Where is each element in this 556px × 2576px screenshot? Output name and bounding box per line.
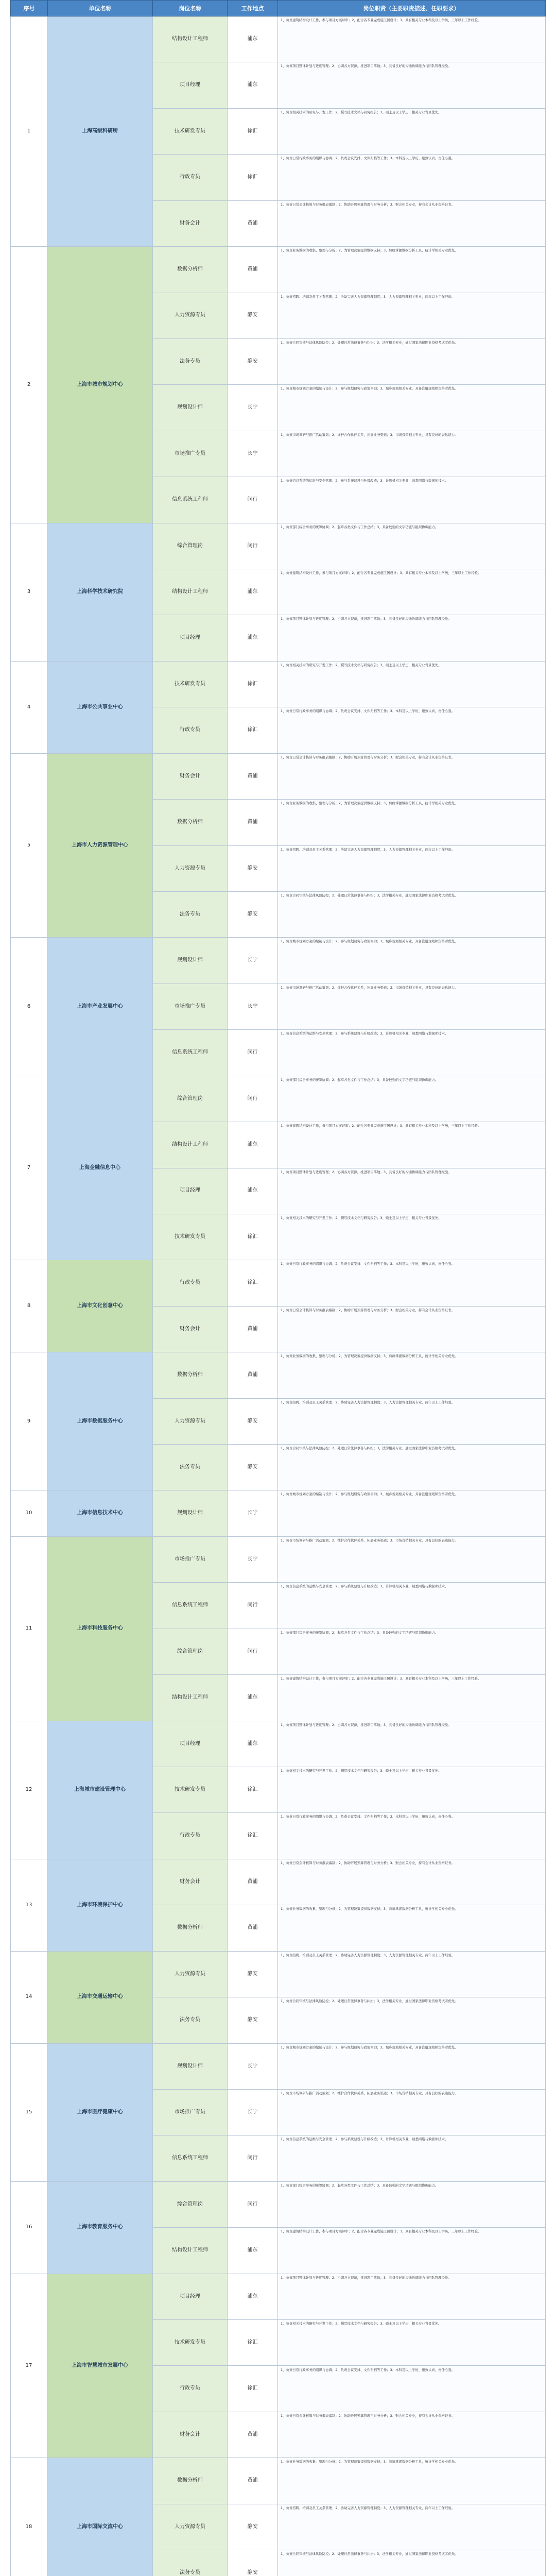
job-name: 项目经理 [153,2274,228,2320]
job-requirements: 1、负责招聘、培训及员工关系管理；2、协助完善人力资源管理制度；3、人力资源管理相关专业，两年以上工作经验。 [278,1952,546,1997]
job-requirements: 1、负责市场调研与推广活动策划；2、维护合作伙伴关系，拓展业务渠道；3、市场营销相关专业，具有良好的表达能力。 [278,2090,546,2136]
job-requirements: 1、负责信息系统的运维与安全管理；2、参与系统建设与升级改造；3、计算机相关专业，熟悉网络与数据库技术。 [278,1030,546,1076]
job-requirements: 1、负责业务数据的收集、整理与分析；2、为管理决策提供数据支持；3、熟练掌握数据分析工具，统计学相关专业优先。 [278,2458,546,2504]
job-name: 规划设计师 [153,938,228,984]
job-name: 结构设计工程师 [153,569,228,615]
job-name: 行政专员 [153,707,228,753]
row-seq: 13 [10,1859,47,1952]
job-requirements: 1、负责日常行政事务的组织与协调；2、负责会议安排、文件归档等工作；3、本科及以上学历，细致认真，责任心强。 [278,1813,546,1859]
job-name: 项目经理 [153,62,228,108]
row-seq: 11 [10,1537,47,1721]
job-name: 财务会计 [153,2412,228,2458]
job-requirements: 1、负责相关技术的研究与开发工作；2、撰写技术文档与研究报告；3、硕士及以上学历，相关专业背景优先。 [278,109,546,155]
job-name: 信息系统工程师 [153,477,228,523]
job-place: 浦东 [228,1168,278,1214]
job-name: 行政专员 [153,155,228,200]
header-job: 岗位名称 [153,1,228,16]
job-place: 浦东 [228,569,278,615]
job-requirements: 1、负责市场调研与推广活动策划；2、维护合作伙伴关系，拓展业务渠道；3、市场营销相关专业，具有良好的表达能力。 [278,431,546,477]
job-name: 结构设计工程师 [153,1122,228,1168]
job-place: 静安 [228,1445,278,1490]
job-requirements: 1、负责合同审核与法律风险防控；2、处理日常法律事务与纠纷；3、法学相关专业，通过国家法律职业资格考试者优先。 [278,339,546,385]
job-requirements: 1、负责业务数据的收集、整理与分析；2、为管理决策提供数据支持；3、熟练掌握数据分析工具，统计学相关专业优先。 [278,1905,546,1951]
job-place: 静安 [228,846,278,892]
job-name: 法务专员 [153,892,228,938]
company-name: 上海市国际交流中心 [47,2458,153,2576]
job-place: 静安 [228,1952,278,1997]
job-name: 人力资源专员 [153,1952,228,1997]
job-requirements: 1、负责日常会计核算与财务报表编制；2、协助开展预算管理与财务分析；3、财会相关专业，持有会计从业资格证书。 [278,1859,546,1905]
job-requirements: 1、负责项目整体计划与进度管理；2、协调各方资源，推进项目落地；3、具备良好的沟通协调能力与团队管理经验。 [278,1721,546,1767]
job-place: 浦东 [228,2274,278,2320]
job-place: 徐汇 [228,1813,278,1859]
job-name: 综合管理岗 [153,523,228,569]
row-seq: 6 [10,938,47,1076]
job-name: 数据分析师 [153,1352,228,1398]
header-req: 岗位职责（主要职责描述、任职要求） [278,1,545,16]
job-name: 人力资源专员 [153,2504,228,2550]
job-place: 长宁 [228,2090,278,2136]
job-place: 浦东 [228,16,278,62]
job-place: 闵行 [228,2136,278,2181]
job-place: 浦东 [228,62,278,108]
job-name: 行政专员 [153,2366,228,2412]
job-requirements: 1、负责招聘、培训及员工关系管理；2、协助完善人力资源管理制度；3、人力资源管理相关专业，两年以上工作经验。 [278,846,546,892]
job-name: 法务专员 [153,1445,228,1490]
job-place: 静安 [228,2504,278,2550]
job-place: 黄浦 [228,1307,278,1352]
job-place: 长宁 [228,1490,278,1536]
job-name: 技术研发专员 [153,1767,228,1813]
job-place: 长宁 [228,984,278,1030]
job-table [10,0,546,2576]
company-name: 上海市环境保护中心 [47,1859,153,1952]
job-requirements: 1、负责市场调研与推广活动策划；2、维护合作伙伴关系，拓展业务渠道；3、市场营销相关专业，具有良好的表达能力。 [278,984,546,1030]
job-place: 长宁 [228,385,278,431]
job-place: 徐汇 [228,1767,278,1813]
job-place: 长宁 [228,431,278,477]
job-name: 信息系统工程师 [153,1030,228,1076]
job-place: 静安 [228,1399,278,1445]
job-requirements: 1、负责招聘、培训及员工关系管理；2、协助完善人力资源管理制度；3、人力资源管理相关专业，两年以上工作经验。 [278,293,546,339]
job-requirements: 1、负责建筑结构设计工作，参与项目方案评审；2、配合各专业完成施工图设计；3、具有相关专业本科及以上学历，三年以上工作经验。 [278,1675,546,1721]
row-seq: 14 [10,1952,47,2044]
row-seq: 9 [10,1352,47,1490]
job-name: 结构设计工程师 [153,16,228,62]
company-name: 上海市交通运输中心 [47,1952,153,2044]
job-requirements: 1、负责城市规划方案的编制与设计；2、参与规划研究与政策咨询；3、城乡规划相关专业，具备注册规划师资格者优先。 [278,2044,546,2090]
job-name: 市场推广专员 [153,1537,228,1583]
job-place: 浦东 [228,1122,278,1168]
job-name: 项目经理 [153,1168,228,1214]
header-seq: 序号 [11,1,48,16]
job-name: 结构设计工程师 [153,1675,228,1721]
job-requirements: 1、负责日常会计核算与财务报表编制；2、协助开展预算管理与财务分析；3、财会相关专业，持有会计从业资格证书。 [278,1307,546,1352]
job-requirements: 1、负责项目整体计划与进度管理；2、协调各方资源，推进项目落地；3、具备良好的沟通协调能力与团队管理经验。 [278,2274,546,2320]
job-place: 浦东 [228,2228,278,2274]
job-requirements: 1、负责合同审核与法律风险防控；2、处理日常法律事务与纠纷；3、法学相关专业，通过国家法律职业资格考试者优先。 [278,1445,546,1490]
job-name: 人力资源专员 [153,846,228,892]
company-name: 上海科学技术研究院 [47,523,153,662]
job-name: 行政专员 [153,1813,228,1859]
job-name: 技术研发专员 [153,109,228,155]
job-place: 徐汇 [228,1260,278,1306]
job-place: 静安 [228,1997,278,2043]
job-requirements: 1、负责信息系统的运维与安全管理；2、参与系统建设与升级改造；3、计算机相关专业，熟悉网络与数据库技术。 [278,2136,546,2181]
job-requirements: 1、负责相关技术的研究与开发工作；2、撰写技术文档与研究报告；3、硕士及以上学历，相关专业背景优先。 [278,1767,546,1813]
job-requirements: 1、负责相关技术的研究与开发工作；2、撰写技术文档与研究报告；3、硕士及以上学历，相关专业背景优先。 [278,2320,546,2366]
job-requirements: 1、负责部门综合事务的统筹协调；2、起草各类文件与工作总结；3、具备较强的文字功底与组织协调能力。 [278,523,546,569]
job-place: 闵行 [228,1629,278,1675]
job-requirements: 1、负责项目整体计划与进度管理；2、协调各方资源，推进项目落地；3、具备良好的沟通协调能力与团队管理经验。 [278,615,546,661]
job-place: 闵行 [228,2182,278,2228]
job-place: 浦东 [228,1721,278,1767]
job-name: 财务会计 [153,1307,228,1352]
row-seq: 18 [10,2458,47,2576]
job-requirements: 1、负责合同审核与法律风险防控；2、处理日常法律事务与纠纷；3、法学相关专业，通过国家法律职业资格考试者优先。 [278,2550,546,2576]
company-name: 上海市信息技术中心 [47,1490,153,1536]
job-place: 静安 [228,293,278,339]
job-name: 规划设计师 [153,385,228,431]
job-requirements: 1、负责部门综合事务的统筹协调；2、起草各类文件与工作总结；3、具备较强的文字功底与组织协调能力。 [278,2182,546,2228]
job-place: 徐汇 [228,707,278,753]
job-requirements: 1、负责相关技术的研究与开发工作；2、撰写技术文档与研究报告；3、硕士及以上学历，相关专业背景优先。 [278,1214,546,1260]
job-place: 闵行 [228,523,278,569]
job-place: 长宁 [228,938,278,984]
job-place: 徐汇 [228,155,278,200]
job-place: 黄浦 [228,1905,278,1951]
job-name: 数据分析师 [153,247,228,293]
job-requirements: 1、负责日常会计核算与财务报表编制；2、协助开展预算管理与财务分析；3、财会相关专业，持有会计从业资格证书。 [278,754,546,800]
job-name: 行政专员 [153,1260,228,1306]
job-place: 浦东 [228,615,278,661]
job-name: 数据分析师 [153,1905,228,1951]
job-requirements: 1、负责城市规划方案的编制与设计；2、参与规划研究与政策咨询；3、城乡规划相关专业，具备注册规划师资格者优先。 [278,938,546,984]
job-name: 财务会计 [153,754,228,800]
job-name: 综合管理岗 [153,2182,228,2228]
job-place: 静安 [228,2550,278,2576]
job-name: 规划设计师 [153,1490,228,1536]
job-requirements: 1、负责业务数据的收集、整理与分析；2、为管理决策提供数据支持；3、熟练掌握数据分析工具，统计学相关专业优先。 [278,1352,546,1398]
job-requirements: 1、负责招聘、培训及员工关系管理；2、协助完善人力资源管理制度；3、人力资源管理相关专业，两年以上工作经验。 [278,2504,546,2550]
job-place: 黄浦 [228,1859,278,1905]
job-place: 黄浦 [228,247,278,293]
job-requirements: 1、负责建筑结构设计工作，参与项目方案评审；2、配合各专业完成施工图设计；3、具有相关专业本科及以上学历，三年以上工作经验。 [278,2228,546,2274]
job-requirements: 1、负责日常会计核算与财务报表编制；2、协助开展预算管理与财务分析；3、财会相关专业，持有会计从业资格证书。 [278,2412,546,2458]
company-name: 上海市教育服务中心 [47,2182,153,2274]
job-place: 徐汇 [228,2366,278,2412]
job-place: 闵行 [228,477,278,523]
header-company: 单位名称 [48,1,153,16]
job-name: 数据分析师 [153,2458,228,2504]
job-name: 市场推广专员 [153,431,228,477]
company-name: 上海市公共事业中心 [47,662,153,754]
row-seq: 15 [10,2044,47,2182]
job-requirements: 1、负责建筑结构设计工作，参与项目方案评审；2、配合各专业完成施工图设计；3、具有相关专业本科及以上学历，三年以上工作经验。 [278,16,546,62]
row-seq: 7 [10,1076,47,1261]
job-name: 法务专员 [153,339,228,385]
job-place: 黄浦 [228,1352,278,1398]
job-place: 长宁 [228,1537,278,1583]
job-place: 徐汇 [228,2320,278,2366]
job-place: 闵行 [228,1076,278,1122]
company-name: 上海市智慧城市发展中心 [47,2274,153,2459]
job-requirements: 1、负责日常行政事务的组织与协调；2、负责会议安排、文件归档等工作；3、本科及以上学历，细致认真，责任心强。 [278,155,546,200]
job-name: 数据分析师 [153,800,228,845]
job-name: 财务会计 [153,1859,228,1905]
job-place: 徐汇 [228,1214,278,1260]
row-seq: 8 [10,1260,47,1352]
row-seq: 10 [10,1490,47,1536]
job-requirements: 1、负责建筑结构设计工作，参与项目方案评审；2、配合各专业完成施工图设计；3、具有相关专业本科及以上学历，三年以上工作经验。 [278,1122,546,1168]
job-name: 技术研发专员 [153,1214,228,1260]
job-requirements: 1、负责信息系统的运维与安全管理；2、参与系统建设与升级改造；3、计算机相关专业，熟悉网络与数据库技术。 [278,477,546,523]
job-name: 综合管理岗 [153,1629,228,1675]
job-place: 黄浦 [228,201,278,247]
job-requirements: 1、负责日常行政事务的组织与协调；2、负责会议安排、文件归档等工作；3、本科及以上学历，细致认真，责任心强。 [278,1260,546,1306]
job-requirements: 1、负责部门综合事务的统筹协调；2、起草各类文件与工作总结；3、具备较强的文字功底与组织协调能力。 [278,1629,546,1675]
job-requirements: 1、负责信息系统的运维与安全管理；2、参与系统建设与升级改造；3、计算机相关专业，熟悉网络与数据库技术。 [278,1583,546,1629]
company-name: 上海高级科研所 [47,16,153,247]
row-seq: 5 [10,754,47,938]
job-requirements: 1、负责城市规划方案的编制与设计；2、参与规划研究与政策咨询；3、城乡规划相关专业，具备注册规划师资格者优先。 [278,1490,546,1536]
job-name: 综合管理岗 [153,1076,228,1122]
company-name: 上海市城市规划中心 [47,247,153,523]
job-place: 黄浦 [228,754,278,800]
job-place: 徐汇 [228,109,278,155]
job-place: 黄浦 [228,800,278,845]
job-place: 黄浦 [228,2412,278,2458]
job-name: 规划设计师 [153,2044,228,2090]
job-requirements: 1、负责部门综合事务的统筹协调；2、起草各类文件与工作总结；3、具备较强的文字功底与组织协调能力。 [278,1076,546,1122]
job-requirements: 1、负责市场调研与推广活动策划；2、维护合作伙伴关系，拓展业务渠道；3、市场营销相关专业，具有良好的表达能力。 [278,1537,546,1583]
job-name: 项目经理 [153,1721,228,1767]
row-seq: 4 [10,662,47,754]
job-name: 技术研发专员 [153,662,228,707]
table-header [10,0,546,16]
job-requirements: 1、负责建筑结构设计工作，参与项目方案评审；2、配合各专业完成施工图设计；3、具有相关专业本科及以上学历，三年以上工作经验。 [278,569,546,615]
company-name: 上海市文化创意中心 [47,1260,153,1352]
header-place: 工作地点 [228,1,278,16]
job-name: 法务专员 [153,2550,228,2576]
job-requirements: 1、负责项目整体计划与进度管理；2、协调各方资源，推进项目落地；3、具备良好的沟通协调能力与团队管理经验。 [278,62,546,108]
job-place: 黄浦 [228,2458,278,2504]
row-seq: 12 [10,1721,47,1859]
job-requirements: 1、负责日常行政事务的组织与协调；2、负责会议安排、文件归档等工作；3、本科及以上学历，细致认真，责任心强。 [278,2366,546,2412]
job-requirements: 1、负责相关技术的研究与开发工作；2、撰写技术文档与研究报告；3、硕士及以上学历，相关专业背景优先。 [278,662,546,707]
job-place: 浦东 [228,1675,278,1721]
job-place: 闵行 [228,1030,278,1076]
job-place: 静安 [228,339,278,385]
job-name: 人力资源专员 [153,1399,228,1445]
job-requirements: 1、负责日常行政事务的组织与协调；2、负责会议安排、文件归档等工作；3、本科及以上学历，细致认真，责任心强。 [278,707,546,753]
company-name: 上海城市建设管理中心 [47,1721,153,1859]
company-name: 上海金融信息中心 [47,1076,153,1261]
job-name: 结构设计工程师 [153,2228,228,2274]
row-seq: 3 [10,523,47,662]
row-seq: 1 [10,16,47,247]
job-name: 人力资源专员 [153,293,228,339]
job-place: 长宁 [228,2044,278,2090]
company-name: 上海市科技服务中心 [47,1537,153,1721]
job-name: 市场推广专员 [153,2090,228,2136]
job-place: 徐汇 [228,662,278,707]
job-requirements: 1、负责城市规划方案的编制与设计；2、参与规划研究与政策咨询；3、城乡规划相关专业，具备注册规划师资格者优先。 [278,385,546,431]
job-requirements: 1、负责业务数据的收集、整理与分析；2、为管理决策提供数据支持；3、熟练掌握数据分析工具，统计学相关专业优先。 [278,247,546,293]
job-requirements: 1、负责招聘、培训及员工关系管理；2、协助完善人力资源管理制度；3、人力资源管理相关专业，两年以上工作经验。 [278,1399,546,1445]
company-name: 上海市产业发展中心 [47,938,153,1076]
job-requirements: 1、负责日常会计核算与财务报表编制；2、协助开展预算管理与财务分析；3、财会相关专业，持有会计从业资格证书。 [278,201,546,247]
job-place: 静安 [228,892,278,938]
job-name: 项目经理 [153,615,228,661]
company-name: 上海市人力资源管理中心 [47,754,153,938]
job-requirements: 1、负责合同审核与法律风险防控；2、处理日常法律事务与纠纷；3、法学相关专业，通过国家法律职业资格考试者优先。 [278,892,546,938]
table-body [10,16,546,2576]
company-name: 上海市医疗健康中心 [47,2044,153,2182]
job-name: 法务专员 [153,1997,228,2043]
job-name: 信息系统工程师 [153,2136,228,2181]
job-name: 市场推广专员 [153,984,228,1030]
job-place: 闵行 [228,1583,278,1629]
job-requirements: 1、负责合同审核与法律风险防控；2、处理日常法律事务与纠纷；3、法学相关专业，通过国家法律职业资格考试者优先。 [278,1997,546,2043]
job-name: 技术研发专员 [153,2320,228,2366]
job-requirements: 1、负责项目整体计划与进度管理；2、协调各方资源，推进项目落地；3、具备良好的沟通协调能力与团队管理经验。 [278,1168,546,1214]
row-seq: 17 [10,2274,47,2459]
job-requirements: 1、负责业务数据的收集、整理与分析；2、为管理决策提供数据支持；3、熟练掌握数据分析工具，统计学相关专业优先。 [278,800,546,845]
job-name: 财务会计 [153,201,228,247]
row-seq: 2 [10,247,47,523]
row-seq: 16 [10,2182,47,2274]
job-name: 信息系统工程师 [153,1583,228,1629]
company-name: 上海市数据服务中心 [47,1352,153,1490]
